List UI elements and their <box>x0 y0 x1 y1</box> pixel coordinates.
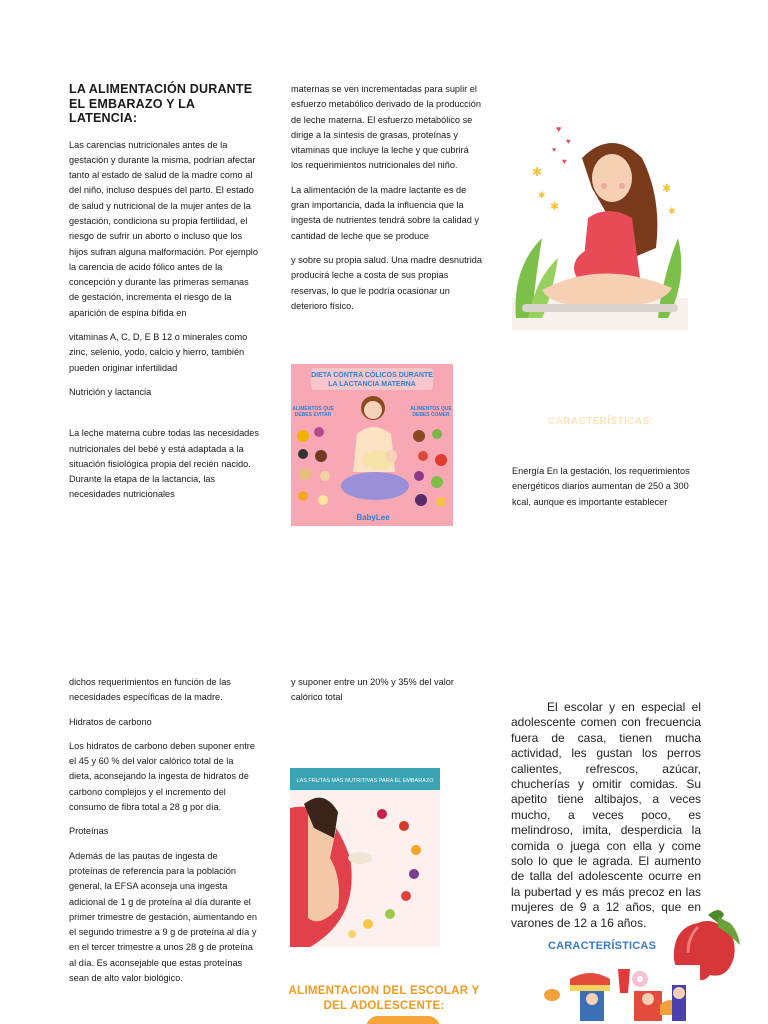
paragraph: Las carencias nutricionales antes de la gestación y durante la misma, podrían afectar tanto al estado de salud de la madre como al del niño, incluso después del parto. El estado de salud y nutricional de la mujer antes de la gestación, condiciona su propia fertilidad, el riesgo de sufrir un aborto o incluso que los hijos sufran alguna malformación. Por ejemplo la carencia de acido fólico antes de la concepción y durante las primeras semanas de gestación, incrementa el riesgo de la aparición de espina bífida en <box>69 139 258 318</box>
fruits-infographic-title: LAS FRUTAS MÁS NUTRITIVAS PARA EL EMBARAZO <box>296 778 434 784</box>
paragraph: y suponer entre un 20% y 35% del valor calórico total <box>291 677 454 703</box>
column-2-bottom <box>291 675 471 715</box>
paragraph: La alimentación de la madre lactante es de gran importancia, dada la influencia que la ingesta de nutrientes tendrá sobre la calidad y cantidad de leche que se produce <box>291 184 479 241</box>
svg-text:♥: ♥ <box>562 157 567 166</box>
paragraph: Además de las pautas de ingesta de proteínas de referencia para la población general, la EFSA aconseja una ingesta adicional de 1 g de proteína al día durante el primer trimestre de gestación, aumentando en el segundo trimestre a 9 g de proteína al día y en el tercer trimestre a unos 28 g de proteína al día. Es aconsejable que estas proteínas sean de alto valor biológico. <box>69 850 257 984</box>
pregnant-woman-icon <box>512 118 688 330</box>
column-1-top <box>69 82 259 512</box>
junk-food-illustration <box>540 965 700 1024</box>
school-paragraph: El escolar y en especial el adolescente comen con frecuencia fuera de casa, tienen mucha actividad, les gustan los perros calientes, refrescos, azúcar, chucherías y omitir comidas. Su apetito tiene altibajos, a veces mucho, a veces poco, es melindroso, imita, desperdicia la comida o juega con ella y come solo lo que le agrada. El aumento de talla del adolescente ocurre en la pubertad y es más precoz en las mujeres de 9 a 12 años, que en varones de 12 a 16 años. <box>511 700 701 930</box>
characteristics-label: CARACTERÍSTICAS <box>548 940 657 952</box>
paragraph: vitaminas A, C, D, E B 12 o minerales como zinc, selenio, yodo, calcio y hierro, también pueden originar infertilidad <box>69 332 248 373</box>
eat-label-line1: ALIMENTOS QUE <box>410 406 452 412</box>
babylee-logo: BabyLee <box>356 513 390 522</box>
svg-text:♥: ♥ <box>566 137 571 146</box>
school-nutrition-title: ALIMENTACION DEL ESCOLAR Y DEL ADOLESCENTE: <box>288 985 480 1012</box>
svg-text:✱: ✱ <box>668 206 676 216</box>
svg-text:✱: ✱ <box>532 165 543 179</box>
column-2-top <box>291 82 483 323</box>
paragraph: maternas se ven incrementadas para suplir el esfuerzo metabólico derivado de la producción de leche materna. El esfuerzo metabólico se dirige a la síntesis de grasas, proteínas y vitaminas que incluye la leche y que cubrirá los requerimientos nutricionales del niño. <box>291 84 481 171</box>
orange-decoration <box>366 1016 440 1024</box>
paragraph: y sobre su propia salud. Una madre desnutrida producirá leche a costa de sus propias reservas, lo que le podría ocasionar un deterioro físico. <box>291 254 483 311</box>
section-heading: LA ALIMENTACIÓN DURANTE EL EMBARAZO Y LA LATENCIA: <box>69 82 253 125</box>
characteristics-label-faint: CARACTERÍSTICAS: <box>548 416 654 427</box>
food-icons <box>540 965 700 1024</box>
subheading: Nutrición y lactancia <box>69 386 152 397</box>
eat-label-line2: DEBES COMER <box>412 412 450 418</box>
svg-text:✱: ✱ <box>550 201 560 213</box>
infographic-title-line1: DIETA CONTRA CÓLICOS DURANTE <box>311 372 433 379</box>
paragraph: Los hidratos de carbono deben suponer entre el 45 y 60 % del valor calórico total de la dieta, aconsejando la ingesta de hidratos de carbono complejos y el incremento del consumo de fibra total a 28 g por día. <box>69 740 255 813</box>
column-3-top <box>512 464 702 519</box>
subheading: Proteínas <box>69 826 109 837</box>
fruits-infographic-illustration <box>290 768 440 947</box>
svg-text:♥: ♥ <box>552 147 557 154</box>
colic-infographic-illustration <box>291 364 453 526</box>
paragraph: La leche materna cubre todas las necesidades nutricionales del bebé y está adaptada a la situación fisiológica propia del recién nacido. Durante la etapa de la lactancia, las necesidades nutricionales <box>69 428 259 500</box>
infographic-title-line2: LA LACTANCIA MATERNA <box>328 381 416 388</box>
colic-diet-infographic <box>291 364 453 526</box>
column-1-bottom <box>69 675 257 995</box>
paragraph: dichos requerimientos en función de las necesidades específicas de la madre. <box>69 677 231 703</box>
paragraph: Energía En la gestación, los requerimientos energéticos diarios aumentan de 250 a 300 kcal, aunque es importante establecer <box>512 466 690 507</box>
svg-text:✱: ✱ <box>662 183 672 195</box>
svg-text:♥: ♥ <box>556 124 562 134</box>
avoid-label-line1: ALIMENTOS QUE <box>292 406 334 412</box>
pregnant-woman-illustration <box>512 118 688 330</box>
pregnancy-fruits-infographic <box>290 768 440 947</box>
avoid-label-line2: DEBES EVITAR <box>294 412 332 418</box>
svg-text:✱: ✱ <box>538 190 546 200</box>
subheading: Hidratos de carbono <box>69 716 152 727</box>
